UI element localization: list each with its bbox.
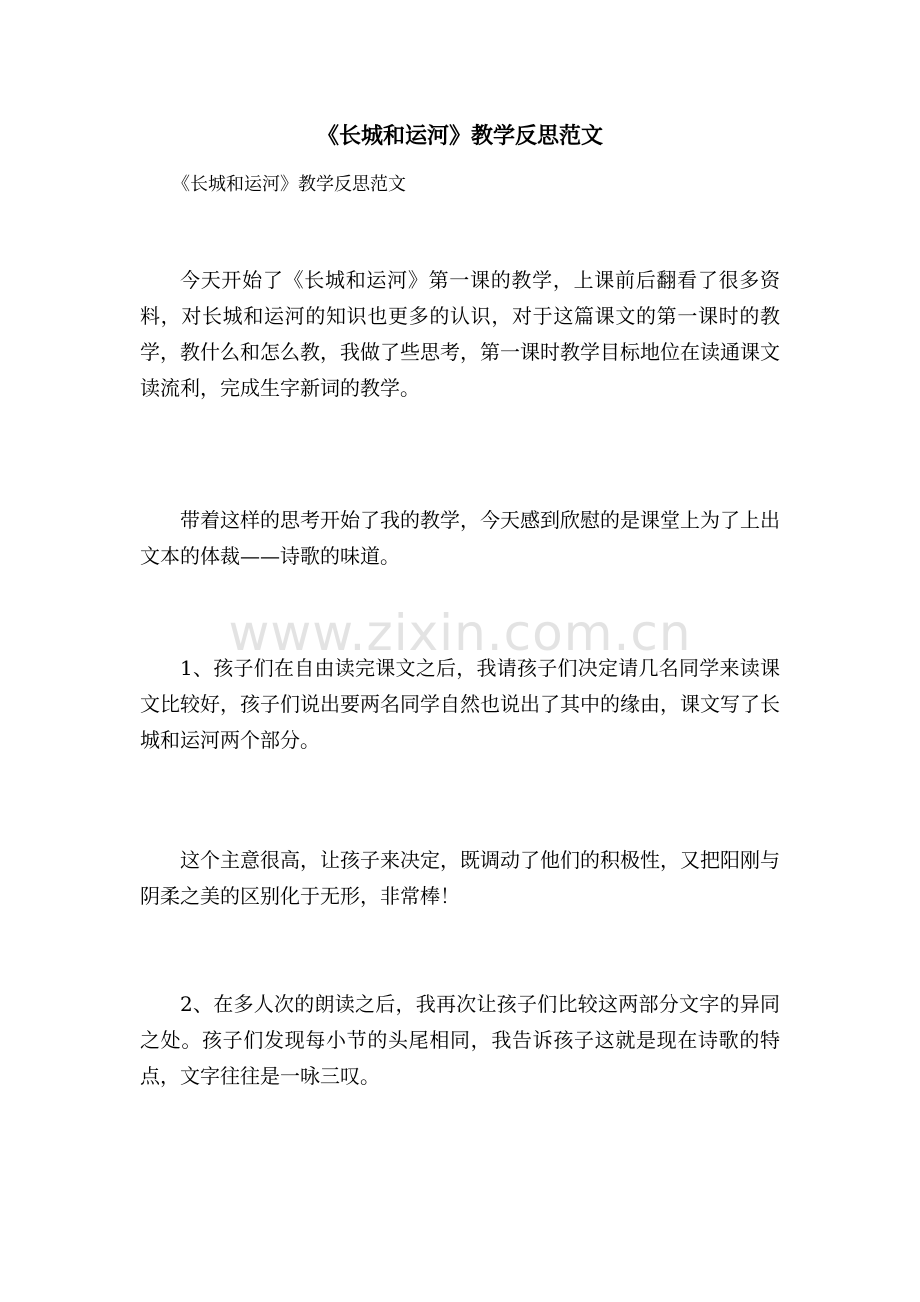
document-title: 《长城和运河》教学反思范文 [316, 123, 603, 149]
paragraph-5: 2、在多人次的朗读之后，我再次让孩子们比较这两部分文字的异同之处。孩子们发现每小节的头尾相同，我告诉孩子这就是现在诗歌的特点，文字往往是一咏三叹。 [140, 992, 780, 1088]
paragraph-2: 带着这样的思考开始了我的教学，今天感到欣慰的是课堂上为了上出文本的体裁——诗歌的味道。 [140, 508, 780, 568]
paragraph-4: 这个主意很高，让孩子来决定，既调动了他们的积极性，又把阳刚与阴柔之美的区别化于无形，非常棒！ [140, 848, 780, 908]
paragraph-1: 今天开始了《长城和运河》第一课的教学，上课前后翻看了很多资料，对长城和运河的知识也更多的认识，对于这篇课文的第一课时的教学，教什么和怎么教，我做了些思考，第一课时教学目标地位在读通课文读流利，完成生字新词的教学。 [140, 268, 780, 400]
paragraph-3: 1、孩子们在自由读完课文之后，我请孩子们决定请几名同学来读课文比较好，孩子们说出要两名同学自然也说出了其中的缘由，课文写了长城和运河两个部分。 [140, 656, 780, 752]
document-subtitle: 《长城和运河》教学反思范文 [172, 174, 406, 195]
watermark: www.zixin.com.cn [228, 604, 692, 662]
